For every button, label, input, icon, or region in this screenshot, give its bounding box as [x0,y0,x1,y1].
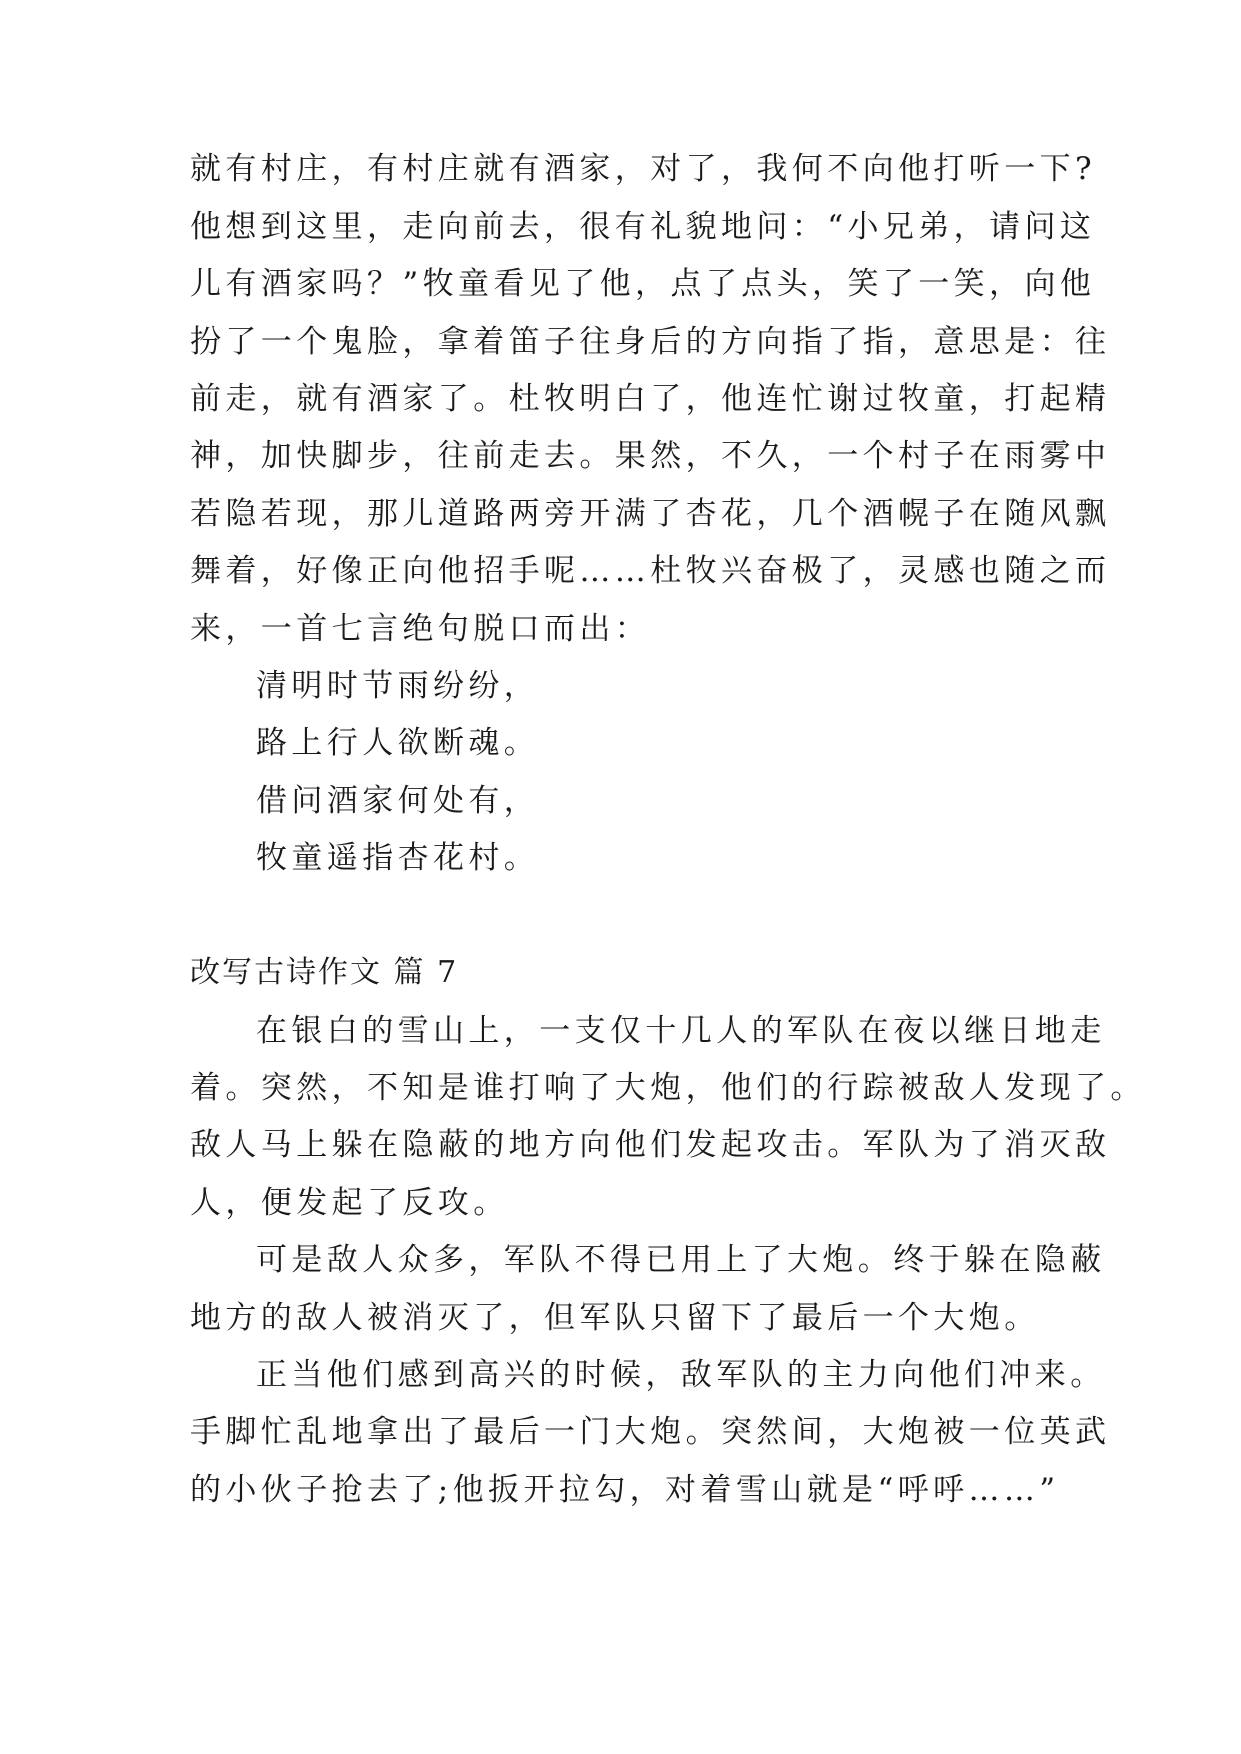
text-line: 人，便发起了反攻。 [190,1185,509,1221]
poem-line: 清明时节雨纷纷， [256,668,540,704]
text-line: 儿有酒家吗？”牧童看见了他，点了点头，笑了一笑，向他 [190,266,1096,302]
text-line: 前走，就有酒家了。杜牧明白了，他连忙谢过牧童，打起精 [190,381,1111,417]
text-line: 来，一首七言绝句脱口而出： [190,611,651,647]
text-line: 着。突然，不知是谁打响了大炮，他们的行踪被敌人发现了。 [190,1070,1146,1106]
poem-line: 牧童遥指杏花村。 [256,840,540,876]
text-line: 舞着，好像正向他招手呢……杜牧兴奋极了，灵感也随之而 [190,553,1111,589]
text-line: 扮了一个鬼脸，拿着笛子往身后的方向指了指，意思是：往 [190,324,1111,360]
text-line: 敌人马上躲在隐蔽的地方向他们发起攻击。军队为了消灭敌 [190,1127,1111,1163]
text-line: 他想到这里，走向前去，很有礼貌地问：“小兄弟，请问这 [190,209,1096,245]
text-line: 地方的敌人被消灭了，但军队只留下了最后一个大炮。 [190,1300,1040,1336]
text-line: 可是敌人众多，军队不得已用上了大炮。终于躲在隐蔽 [256,1242,1106,1278]
text-line: 神，加快脚步，往前走去。果然，不久，一个村子在雨雾中 [190,438,1111,474]
text-line: 若隐若现，那儿道路两旁开满了杏花，几个酒幌子在随风飘 [190,496,1111,532]
section-heading: 改写古诗作文 篇 7 [190,955,459,990]
text-line: 手脚忙乱地拿出了最后一门大炮。突然间，大炮被一位英武 [190,1414,1111,1450]
text-line: 在银白的雪山上，一支仅十几人的军队在夜以继日地走 [256,1013,1106,1049]
text-line: 的小伙子抢去了;他扳开拉勾，对着雪山就是“呼呼……” [190,1472,1060,1508]
text-line: 就有村庄，有村庄就有酒家，对了，我何不向他打听一下? [190,151,1097,187]
poem-line: 借问酒家何处有， [256,783,540,819]
text-line: 正当他们感到高兴的时候，敌军队的主力向他们冲来。 [256,1357,1106,1393]
poem-line: 路上行人欲断魂。 [256,725,540,761]
